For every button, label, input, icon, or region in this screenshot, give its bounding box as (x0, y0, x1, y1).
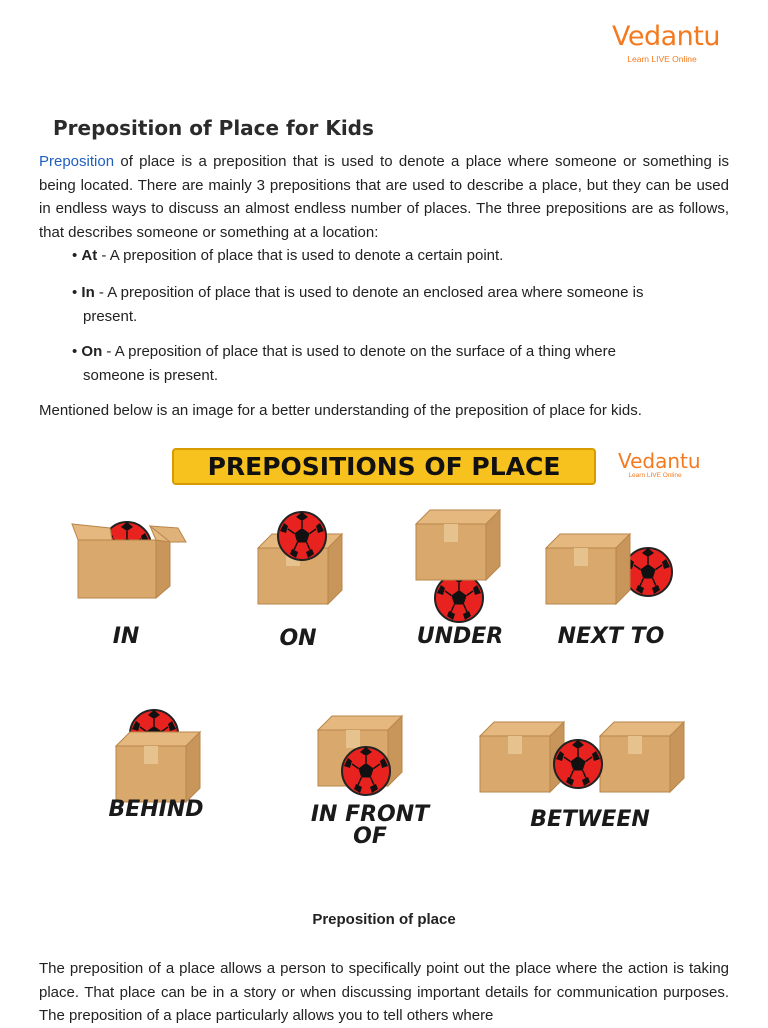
prepositions-figure (0, 438, 768, 868)
figure-logo-tagline: Learn LIVE Online (628, 472, 682, 479)
bullet-text-continued: present. (83, 307, 138, 325)
logo-wordmark: Vedantu (612, 21, 720, 52)
label-in-front-of: IN FRONT OF (310, 802, 430, 849)
bullet-term: In (81, 284, 95, 301)
closing-paragraph: The preposition of a place allows a person to specifically point out the place where the action is taking place. That place can be in a story or when discussing important details for communication purposes. The preposition of a place particularly allows you to tell others where (39, 960, 729, 1025)
label-behind: BEHIND (108, 797, 204, 822)
on-illustration (258, 512, 342, 604)
figure-caption: Preposition of place (312, 911, 456, 928)
label-between: BETWEEN (530, 807, 650, 832)
under-illustration (416, 510, 500, 622)
label-next-to: NEXT TO (557, 624, 665, 649)
page-title: Preposition of Place for Kids (53, 116, 374, 140)
bullet-at: • At - A preposition of place that is used to denote a certain point. (72, 247, 504, 264)
bullet-text: - A preposition of place that is used to denote a certain point. (97, 247, 504, 264)
bullet-text-continued: someone is present. (83, 366, 219, 384)
figure-banner: PREPOSITIONS OF PLACE (172, 448, 596, 485)
bullet-text: - A preposition of place that is used to denote an enclosed area where someone is (94, 284, 644, 301)
bullet-term: On (81, 343, 103, 360)
between-illustration (480, 722, 684, 792)
label-on: ON (279, 626, 317, 651)
in-front-of-illustration (318, 716, 402, 795)
vedantu-logo (612, 21, 720, 64)
figure-logo-wordmark: Vedantu (618, 449, 701, 473)
bullet-term: At (81, 247, 98, 264)
intro-paragraph (39, 150, 729, 244)
behind-illustration (116, 710, 200, 802)
label-in: IN (112, 624, 140, 649)
label-under: UNDER (416, 624, 504, 649)
intro-text: of place is a preposition that is used to denote a place where someone or something is being located. There are mainly 3 prepositions that are used to describe a place, but they can be used in endless ways to discuss an almost endless number of places. The three prepositions are as follows, that describes someone or something at a location: (39, 153, 729, 241)
logo-tagline: Learn LIVE Online (627, 54, 697, 64)
preposition-link[interactable]: Preposition (39, 153, 115, 170)
in-illustration (72, 522, 186, 598)
next-to-illustration (546, 534, 672, 604)
bullet-in: • In - A preposition of place that is used to denote an enclosed area where someone is present. (72, 281, 730, 328)
bullet-text: - A preposition of place that is used to denote on the surface of a thing where (102, 343, 616, 360)
bullet-on: • On - A preposition of place that is used to denote on the surface of a thing where someone is present. (72, 340, 730, 387)
figure-lead-in: Mentioned below is an image for a better understanding of the preposition of place for kids. (39, 402, 642, 419)
